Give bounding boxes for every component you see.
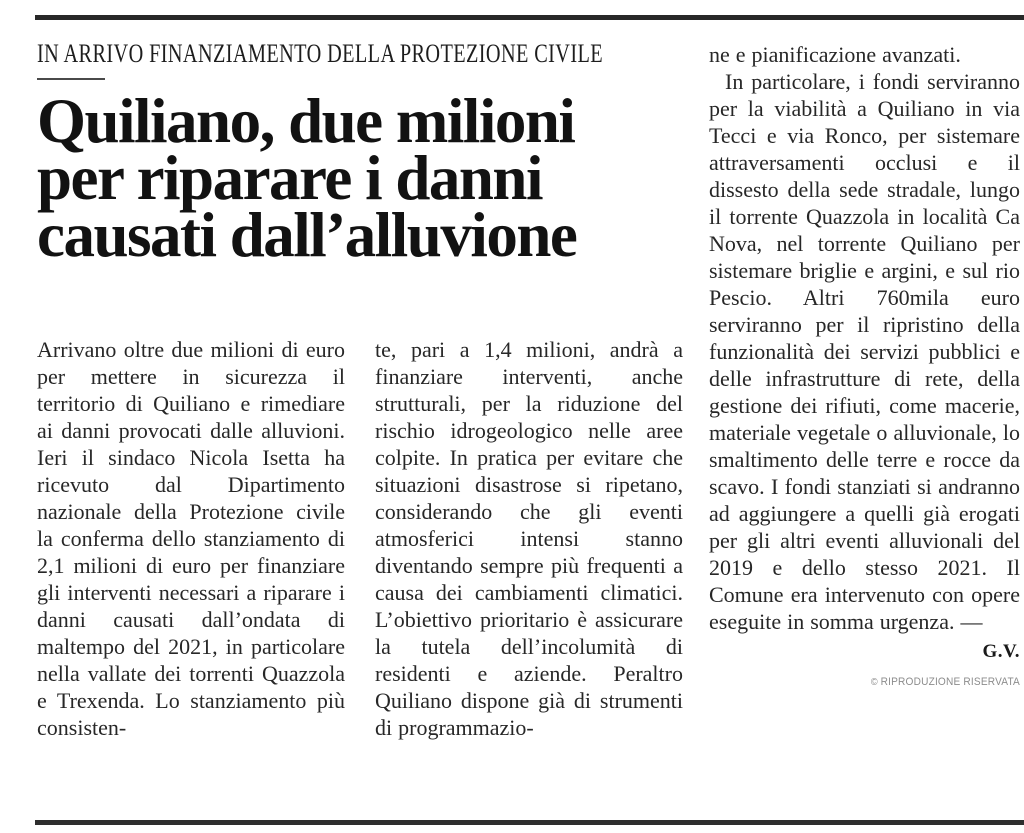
- paragraph: Arrivano oltre due milioni di euro per mettere in sicurezza il territorio di Quiliano e rimediare ai danni provocati dalle alluvioni. Ieri il sindaco Nicola Isetta ha ricevuto dal Dipartimento nazionale della Protezione civile la conferma dello stanziamento di 2,1 milioni di euro per finanziare gli interventi necessari a riparare i danni causati dall’ondata di maltempo del 2021, in particolare nella vallate dei torrenti Quazzola e Trexenda. Lo stanziamento più consisten-: [37, 337, 345, 740]
- body-column-3: [709, 41, 1020, 741]
- body-columns: [37, 336, 683, 741]
- article-header-and-columns: [37, 41, 683, 741]
- headline-line: causati dall’alluvione: [37, 200, 577, 270]
- article-content: [37, 41, 1020, 741]
- headline-line: per riparare i danni: [37, 143, 542, 213]
- copyright-text: RIPRODUZIONE RISERVATA: [880, 676, 1020, 688]
- kicker-underline: [37, 78, 105, 80]
- headline-line: Quiliano, due milioni: [37, 86, 575, 156]
- copyright-icon: ©: [870, 677, 878, 688]
- paragraph: ne e pianificazione avanzati.: [709, 42, 961, 67]
- body-column-1: [37, 336, 345, 741]
- paragraph: te, pari a 1,4 milioni, andrà a finanziare interventi, anche strutturali, per la riduzione del rischio idrogeologico nelle aree colpite. In pratica per evitare che situazioni disastrose si ripetano, considerando che gli eventi atmosferici intensi stanno diventando sempre più frequenti a causa dei cambiamenti climatici. L’obiettivo prioritario è assicurare la tutela dell’incolumità di residenti e aziende. Peraltro Quiliano dispone già di strumenti di programmazio-: [375, 337, 683, 740]
- copyright-notice: [734, 676, 1020, 688]
- body-column-2: [375, 336, 683, 741]
- bottom-rule: [35, 820, 1024, 825]
- article-headline: [37, 86, 683, 270]
- paragraph: In particolare, i fondi serviranno per la viabilità a Quiliano in via Tecci e via Ronco, per sistemare attraversamenti occlusi e il dissesto della sede stradale, lungo il torrente Quazzola in località Ca Nova, nel torrente Quiliano per sistemare briglie e argini, e sul rio Pescio. Altri 760mila euro serviranno per il ripristino della funzionalità dei servizi pubblici e delle infrastrutture di rete, della gestione dei rifiuti, come macerie, materiale vegetale o alluvionale, lo smaltimento delle terre e rocce da scavo. I fondi stanziati si andranno ad aggiungere a quelli già erogati per gli altri eventi alluvionali del 2019 e dello stesso 2021. Il Comune era intervenuto con opere eseguite in somma urgenza. —: [709, 69, 1020, 634]
- byline: G.V.: [982, 641, 1020, 662]
- top-rule: [35, 15, 1024, 20]
- article-kicker-row: [37, 41, 683, 67]
- article-kicker: IN ARRIVO FINANZIAMENTO DELLA PROTEZIONE CIVILE: [37, 39, 604, 68]
